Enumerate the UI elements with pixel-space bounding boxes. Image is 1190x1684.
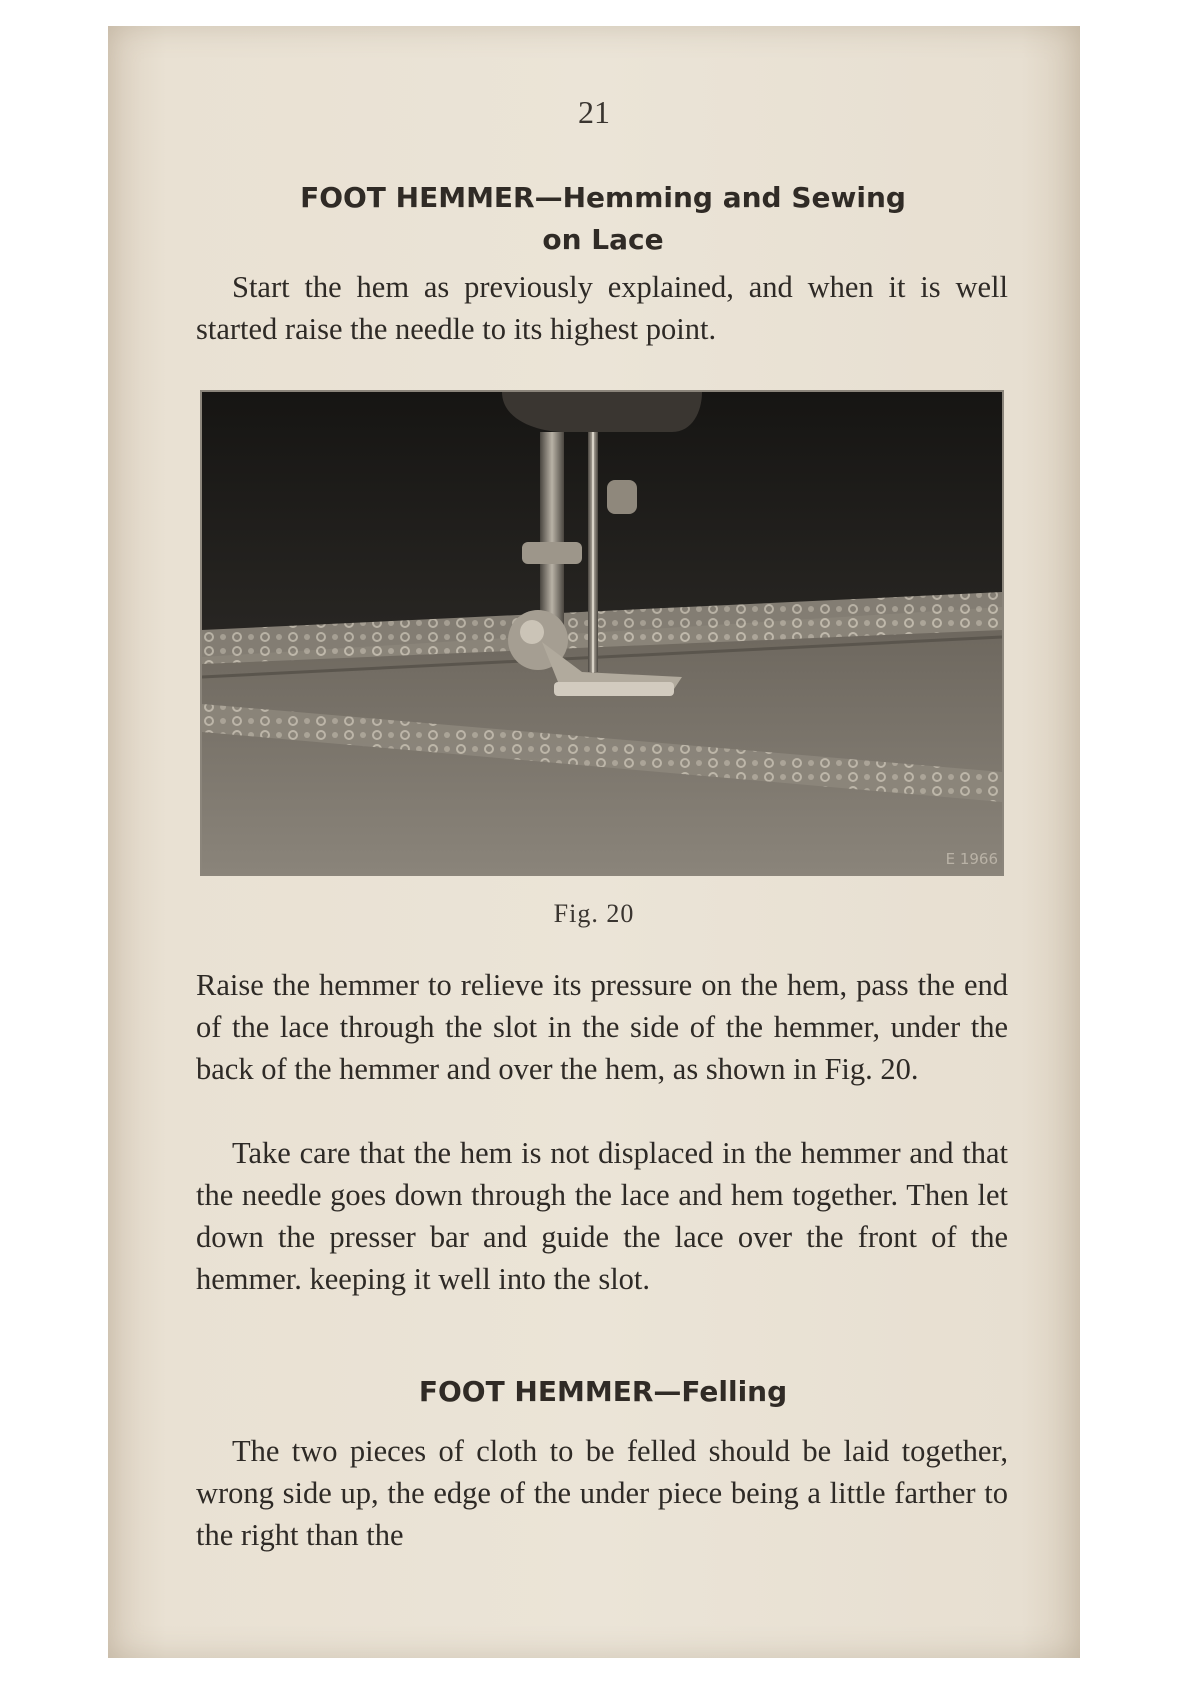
figure-20-photo <box>200 390 1004 876</box>
paragraph-felling-text: The two pieces of cloth to be felled should be laid together, wrong side up, the edge of the under piece being a little farther to the right than the <box>196 1434 1008 1552</box>
plate-mark: E 1966 <box>945 850 998 868</box>
intro-paragraph <box>196 266 1008 350</box>
book-page <box>108 26 1080 1658</box>
paragraph-raise-hemmer <box>196 964 1008 1090</box>
figure-caption: Fig. 20 <box>553 899 635 928</box>
heading-line-2: on Lace <box>542 223 664 256</box>
paragraph-raise-hemmer-text: Raise the hemmer to relieve its pressure on the hem, pass the end of the lace through the slot in the side of the hemmer, under the back of the hemmer and over the hem, as shown in Fig. 20. <box>196 968 1008 1086</box>
page-number: 21 <box>578 94 610 130</box>
paragraph-take-care-text: Take care that the hem is not displaced in the hemmer and that the needle goes down through the lace and hem together. Then let down the presser bar and guide the lace over the front of the hemmer. keeping it well into the slot. <box>196 1136 1008 1296</box>
paragraph-take-care <box>196 1132 1008 1300</box>
section-heading-hemming-lace <box>218 177 988 261</box>
sewing-machine-illustration <box>202 392 1002 874</box>
paragraph-felling <box>196 1430 1008 1556</box>
heading-line-1: FOOT HEMMER—Hemming and Sewing <box>300 181 906 214</box>
section-heading-felling: FOOT HEMMER—Felling <box>418 1375 788 1408</box>
intro-text: Start the hem as previously explained, and when it is well started raise the needle to its highest point. <box>196 270 1008 346</box>
